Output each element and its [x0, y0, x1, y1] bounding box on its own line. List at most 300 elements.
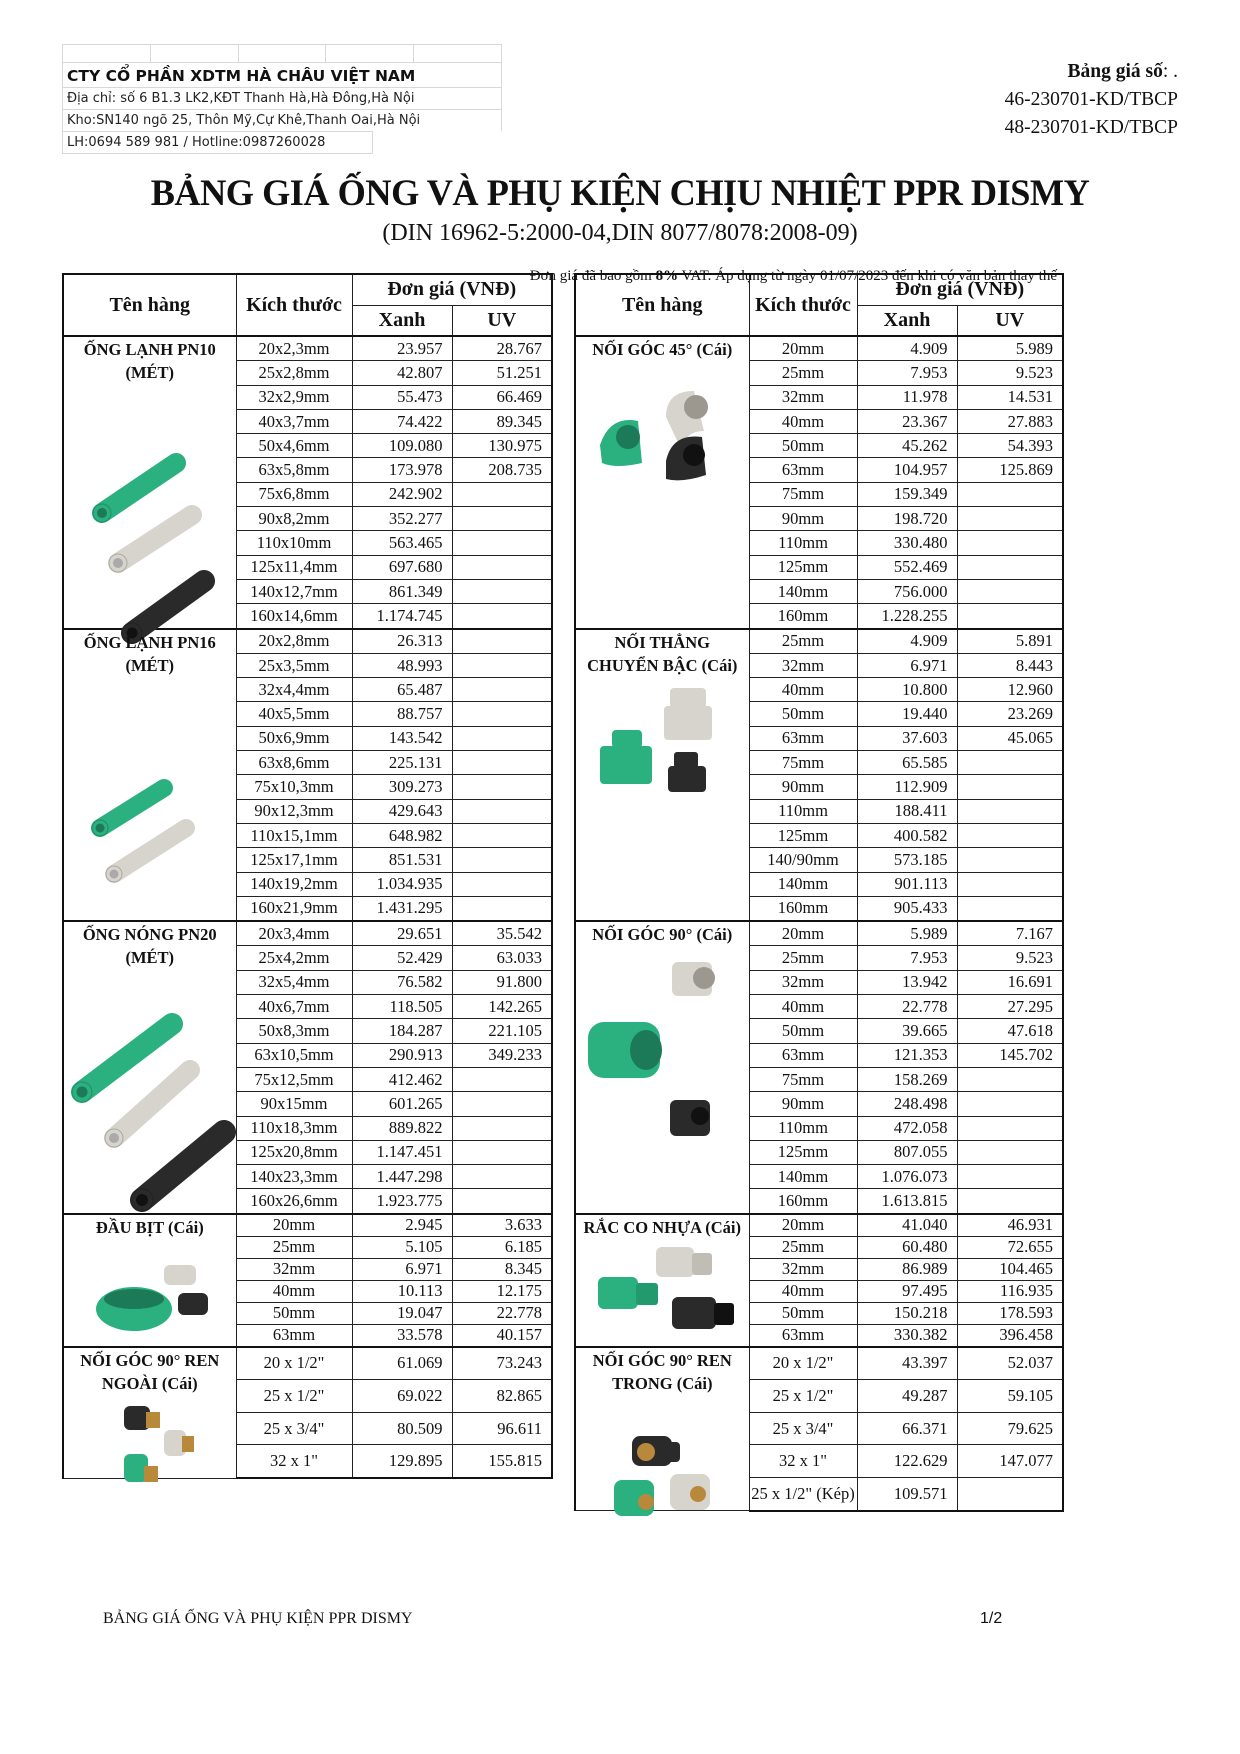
size-cell: 125x20,8mm	[236, 1140, 352, 1164]
size-cell: 63x10,5mm	[236, 1043, 352, 1067]
price-green-cell: 1.034.935	[352, 872, 452, 896]
header-product-name: Tên hàng	[575, 274, 749, 336]
price-green-cell: 1.447.298	[352, 1165, 452, 1189]
price-uv-cell: 16.691	[957, 970, 1063, 994]
company-name: CTY CỔ PHẦN XDTM HÀ CHÂU VIỆT NAM	[62, 62, 502, 87]
size-cell: 25mm	[236, 1236, 352, 1258]
price-uv-cell: 3.633	[452, 1214, 552, 1237]
size-cell: 125mm	[749, 555, 857, 579]
price-uv-cell	[452, 726, 552, 750]
size-cell: 20 x 1/2"	[749, 1347, 857, 1380]
size-cell: 90mm	[749, 1092, 857, 1116]
document-title: BẢNG GIÁ ỐNG VÀ PHỤ KIỆN CHỊU NHIỆT PPR DISMY	[150, 173, 1090, 214]
size-cell: 140x23,3mm	[236, 1165, 352, 1189]
price-green-cell: 41.040	[857, 1214, 957, 1237]
price-uv-cell	[452, 1067, 552, 1091]
size-cell: 40mm	[749, 995, 857, 1019]
price-list-number-1: 46-230701-KD/TBCP	[1004, 89, 1178, 110]
table-row	[575, 1347, 1063, 1380]
size-cell: 75mm	[749, 482, 857, 506]
size-cell: 25x4,2mm	[236, 946, 352, 970]
size-cell: 25mm	[749, 629, 857, 654]
product-group-name: NỐI GÓC 90° (Cái)	[592, 925, 733, 945]
price-uv-cell: 40.157	[452, 1324, 552, 1347]
price-uv-cell: 59.105	[957, 1380, 1063, 1413]
product-group-ong-nong-pn20-met	[63, 921, 236, 1214]
price-green-cell: 412.462	[352, 1067, 452, 1091]
price-green-cell: 61.069	[352, 1347, 452, 1380]
price-uv-cell	[957, 896, 1063, 921]
size-cell: 20x3,4mm	[236, 921, 352, 946]
price-green-cell: 23.957	[352, 336, 452, 361]
price-green-cell: 290.913	[352, 1043, 452, 1067]
header-size: Kích thước	[236, 274, 352, 336]
size-cell: 32 x 1"	[749, 1445, 857, 1478]
document-subtitle: (DIN 16962-5:2000-04,DIN 8077/8078:2008-09)	[382, 220, 858, 246]
size-cell: 40mm	[749, 1280, 857, 1302]
price-uv-cell: 27.883	[957, 409, 1063, 433]
price-uv-cell: 79.625	[957, 1412, 1063, 1445]
price-green-cell: 889.822	[352, 1116, 452, 1140]
size-cell: 20mm	[749, 1214, 857, 1237]
price-green-cell: 563.465	[352, 531, 452, 555]
size-cell: 50x6,9mm	[236, 726, 352, 750]
price-uv-cell	[452, 604, 552, 629]
table-row	[63, 921, 552, 946]
price-green-cell: 88.757	[352, 702, 452, 726]
price-green-cell: 143.542	[352, 726, 452, 750]
price-green-cell: 55.473	[352, 385, 452, 409]
size-cell: 32mm	[236, 1258, 352, 1280]
price-green-cell: 109.080	[352, 434, 452, 458]
size-cell: 63mm	[236, 1324, 352, 1347]
product-group-ong-lanh-pn10-met	[63, 336, 236, 629]
product-group-name: NỐI GÓC 90° REN TRONG (Cái)	[592, 1350, 732, 1393]
size-cell: 160mm	[749, 896, 857, 921]
size-cell: 32x2,9mm	[236, 385, 352, 409]
price-uv-cell: 8.443	[957, 653, 1063, 677]
price-green-cell: 1.613.815	[857, 1189, 957, 1214]
price-green-cell: 4.909	[857, 336, 957, 361]
price-uv-cell: 52.037	[957, 1347, 1063, 1380]
price-green-cell: 37.603	[857, 726, 957, 750]
price-uv-cell: 5.989	[957, 336, 1063, 361]
header-green: Xanh	[857, 305, 957, 336]
price-uv-cell	[957, 579, 1063, 603]
price-uv-cell: 54.393	[957, 434, 1063, 458]
price-uv-cell: 12.175	[452, 1280, 552, 1302]
price-uv-cell	[957, 1116, 1063, 1140]
price-uv-cell: 125.869	[957, 458, 1063, 482]
price-green-cell: 122.629	[857, 1445, 957, 1478]
price-list-number-2: 48-230701-KD/TBCP	[1004, 117, 1178, 138]
header-unit-price: Đơn giá (VNĐ)	[857, 274, 1063, 305]
vat-note-validity: VAT. Áp dụng từ ngày 01/07/2023 đến khi có văn bản thay thế	[678, 268, 1057, 284]
price-green-cell: 7.953	[857, 361, 957, 385]
size-cell: 63mm	[749, 1324, 857, 1347]
size-cell: 160mm	[749, 604, 857, 629]
size-cell: 20mm	[749, 336, 857, 361]
price-uv-cell	[452, 775, 552, 799]
price-uv-cell: 22.778	[452, 1302, 552, 1324]
price-green-cell: 2.945	[352, 1214, 452, 1237]
size-cell: 40x5,5mm	[236, 702, 352, 726]
price-uv-cell	[957, 1165, 1063, 1189]
price-uv-cell: 147.077	[957, 1445, 1063, 1478]
price-uv-cell: 35.542	[452, 921, 552, 946]
price-uv-cell: 145.702	[957, 1043, 1063, 1067]
price-uv-cell: 96.611	[452, 1412, 552, 1445]
size-cell: 110x10mm	[236, 531, 352, 555]
price-green-cell: 552.469	[857, 555, 957, 579]
price-green-cell: 121.353	[857, 1043, 957, 1067]
price-green-cell: 173.978	[352, 458, 452, 482]
price-green-cell: 10.113	[352, 1280, 452, 1302]
size-cell: 140mm	[749, 1165, 857, 1189]
price-green-cell: 472.058	[857, 1116, 957, 1140]
size-cell: 90x8,2mm	[236, 507, 352, 531]
size-cell: 40mm	[749, 409, 857, 433]
size-cell: 90mm	[749, 775, 857, 799]
product-group-noi-goc-90-ren-trong-cai	[575, 1347, 749, 1511]
price-uv-cell	[452, 799, 552, 823]
size-cell: 40mm	[749, 678, 857, 702]
product-group-rac-co-nhua-cai	[575, 1214, 749, 1347]
price-list-number-block	[1005, 58, 1178, 142]
page-number: 1/2	[980, 1610, 1003, 1627]
price-green-cell: 129.895	[352, 1445, 452, 1478]
size-cell: 75x6,8mm	[236, 482, 352, 506]
price-uv-cell	[957, 1189, 1063, 1214]
size-cell: 40mm	[236, 1280, 352, 1302]
price-green-cell: 5.105	[352, 1236, 452, 1258]
product-image-pipes-green-grey-black	[64, 385, 236, 661]
price-green-cell: 1.147.451	[352, 1140, 452, 1164]
price-uv-cell: 46.931	[957, 1214, 1063, 1237]
product-group-dau-bit-cai	[63, 1214, 236, 1347]
product-group-name: ỐNG NÓNG PN20 (MÉT)	[82, 925, 217, 968]
product-group-name: NỐI GÓC 90° REN NGOÀI (Cái)	[80, 1350, 220, 1393]
price-uv-cell: 63.033	[452, 946, 552, 970]
price-green-cell: 352.277	[352, 507, 452, 531]
price-green-cell: 697.680	[352, 555, 452, 579]
price-green-cell: 118.505	[352, 995, 452, 1019]
price-uv-cell: 12.960	[957, 678, 1063, 702]
price-green-cell: 19.440	[857, 702, 957, 726]
price-uv-cell	[452, 896, 552, 921]
size-cell: 25 x 1/2" (Kép)	[749, 1478, 857, 1511]
price-uv-cell: 72.655	[957, 1236, 1063, 1258]
price-uv-cell	[452, 482, 552, 506]
size-cell: 110x18,3mm	[236, 1116, 352, 1140]
price-green-cell: 65.585	[857, 751, 957, 775]
price-green-cell: 188.411	[857, 799, 957, 823]
size-cell: 25 x 1/2"	[749, 1380, 857, 1413]
size-cell: 25x3,5mm	[236, 653, 352, 677]
size-cell: 140mm	[749, 579, 857, 603]
company-contact: LH:0694 589 981 / Hotline:0987260028	[62, 131, 373, 154]
price-uv-cell	[452, 653, 552, 677]
size-cell: 125x17,1mm	[236, 848, 352, 872]
price-uv-cell	[452, 1116, 552, 1140]
price-uv-cell	[452, 1189, 552, 1214]
price-uv-cell: 45.065	[957, 726, 1063, 750]
price-green-cell: 22.778	[857, 995, 957, 1019]
price-green-cell: 861.349	[352, 579, 452, 603]
price-green-cell: 330.382	[857, 1324, 957, 1347]
price-uv-cell	[957, 604, 1063, 629]
price-green-cell: 86.989	[857, 1258, 957, 1280]
product-group-name: ỐNG LẠNH PN10 (MÉT)	[83, 340, 216, 382]
price-uv-cell	[957, 1092, 1063, 1116]
table-row	[575, 629, 1063, 654]
price-uv-cell: 104.465	[957, 1258, 1063, 1280]
price-uv-cell	[957, 775, 1063, 799]
header-size: Kích thước	[749, 274, 857, 336]
price-uv-cell	[452, 702, 552, 726]
size-cell: 25mm	[749, 361, 857, 385]
price-green-cell: 807.055	[857, 1140, 957, 1164]
size-cell: 40x6,7mm	[236, 995, 352, 1019]
price-green-cell: 905.433	[857, 896, 957, 921]
price-green-cell: 901.113	[857, 872, 957, 896]
price-uv-cell	[957, 507, 1063, 531]
price-uv-cell	[452, 751, 552, 775]
table-row	[63, 1347, 552, 1380]
price-green-cell: 330.480	[857, 531, 957, 555]
price-green-cell: 6.971	[857, 653, 957, 677]
price-uv-cell: 396.458	[957, 1324, 1063, 1347]
price-green-cell: 13.942	[857, 970, 957, 994]
size-cell: 75mm	[749, 1067, 857, 1091]
price-green-cell: 104.957	[857, 458, 957, 482]
size-cell: 110mm	[749, 1116, 857, 1140]
size-cell: 75x10,3mm	[236, 775, 352, 799]
price-uv-cell	[957, 751, 1063, 775]
price-green-cell: 1.431.295	[352, 896, 452, 921]
product-group-name: ĐẦU BỊT (Cái)	[95, 1217, 204, 1237]
size-cell: 32 x 1"	[236, 1445, 352, 1478]
table-row	[63, 1214, 552, 1237]
price-uv-cell: 9.523	[957, 946, 1063, 970]
price-green-cell: 112.909	[857, 775, 957, 799]
size-cell: 50x8,3mm	[236, 1019, 352, 1043]
price-green-cell: 1.228.255	[857, 604, 957, 629]
price-uv-cell: 23.269	[957, 702, 1063, 726]
price-green-cell: 60.480	[857, 1236, 957, 1258]
size-cell: 125x11,4mm	[236, 555, 352, 579]
size-cell: 63x8,6mm	[236, 751, 352, 775]
price-uv-cell	[452, 579, 552, 603]
size-cell: 75x12,5mm	[236, 1067, 352, 1091]
product-image-elbow-male-thread	[64, 1394, 236, 1500]
price-list-label: Bảng giá số	[1067, 61, 1163, 82]
header-unit-price: Đơn giá (VNĐ)	[352, 274, 552, 305]
price-uv-cell	[957, 1140, 1063, 1164]
size-cell: 32x5,4mm	[236, 970, 352, 994]
size-cell: 160x14,6mm	[236, 604, 352, 629]
size-cell: 50mm	[749, 1019, 857, 1043]
price-uv-cell	[957, 482, 1063, 506]
spreadsheet-grid-row	[62, 44, 502, 62]
price-green-cell: 573.185	[857, 848, 957, 872]
price-uv-cell: 9.523	[957, 361, 1063, 385]
price-uv-cell: 8.345	[452, 1258, 552, 1280]
price-green-cell: 225.131	[352, 751, 452, 775]
size-cell: 25mm	[749, 1236, 857, 1258]
price-green-cell: 80.509	[352, 1412, 452, 1445]
price-green-cell: 851.531	[352, 848, 452, 872]
size-cell: 140x12,7mm	[236, 579, 352, 603]
size-cell: 25 x 3/4"	[236, 1412, 352, 1445]
size-cell: 32mm	[749, 1258, 857, 1280]
price-green-cell: 150.218	[857, 1302, 957, 1324]
price-green-cell: 5.989	[857, 921, 957, 946]
price-green-cell: 648.982	[352, 823, 452, 847]
product-group-noi-goc-90-cai	[575, 921, 749, 1214]
price-green-cell: 74.422	[352, 409, 452, 433]
size-cell: 160x21,9mm	[236, 896, 352, 921]
price-uv-cell: 142.265	[452, 995, 552, 1019]
product-image-reducer	[576, 678, 749, 814]
price-uv-cell: 7.167	[957, 921, 1063, 946]
price-uv-cell	[452, 555, 552, 579]
size-cell: 63mm	[749, 1043, 857, 1067]
size-cell: 25 x 3/4"	[749, 1412, 857, 1445]
price-uv-cell	[957, 555, 1063, 579]
price-green-cell: 601.265	[352, 1092, 452, 1116]
price-uv-cell	[957, 872, 1063, 896]
header-green: Xanh	[352, 305, 452, 336]
price-uv-cell: 178.593	[957, 1302, 1063, 1324]
size-cell: 90mm	[749, 507, 857, 531]
table-row	[575, 336, 1063, 361]
product-group-ong-lanh-pn16-met	[63, 629, 236, 922]
price-uv-cell: 221.105	[452, 1019, 552, 1043]
price-uv-cell	[957, 1067, 1063, 1091]
header-uv: UV	[452, 305, 552, 336]
size-cell: 32x4,4mm	[236, 678, 352, 702]
size-cell: 140x19,2mm	[236, 872, 352, 896]
price-green-cell: 309.273	[352, 775, 452, 799]
size-cell: 90x15mm	[236, 1092, 352, 1116]
price-green-cell: 1.076.073	[857, 1165, 957, 1189]
vat-rate: 8%	[655, 268, 679, 284]
price-green-cell: 429.643	[352, 799, 452, 823]
price-uv-cell: 66.469	[452, 385, 552, 409]
price-green-cell: 43.397	[857, 1347, 957, 1380]
header-uv: UV	[957, 305, 1063, 336]
price-uv-cell	[452, 678, 552, 702]
price-green-cell: 65.487	[352, 678, 452, 702]
size-cell: 160mm	[749, 1189, 857, 1214]
price-uv-cell	[452, 531, 552, 555]
price-green-cell: 400.582	[857, 823, 957, 847]
price-green-cell: 19.047	[352, 1302, 452, 1324]
price-uv-cell	[957, 823, 1063, 847]
size-cell: 20x2,8mm	[236, 629, 352, 654]
product-group-noi-goc-45-cai	[575, 336, 749, 629]
product-group-name: NỐI THẲNG CHUYỂN BẬC (Cái)	[587, 632, 738, 675]
price-green-cell: 76.582	[352, 970, 452, 994]
size-cell: 20mm	[749, 921, 857, 946]
vat-note-text: Đơn giá đã bao gồm	[529, 268, 656, 284]
price-green-cell: 49.287	[857, 1380, 957, 1413]
product-image-end-caps	[64, 1249, 236, 1355]
table-row	[575, 921, 1063, 946]
price-green-cell: 1.923.775	[352, 1189, 452, 1214]
size-cell: 25mm	[749, 946, 857, 970]
product-image-elbow-45	[576, 377, 749, 513]
company-warehouse: Kho:SN140 ngõ 25, Thôn Mỹ,Cự Khê,Thanh Oai,Hà Nội	[62, 109, 502, 131]
price-green-cell: 97.495	[857, 1280, 957, 1302]
price-green-cell: 48.993	[352, 653, 452, 677]
product-image-elbow-90	[576, 950, 749, 1156]
price-green-cell: 159.349	[857, 482, 957, 506]
size-cell: 125mm	[749, 1140, 857, 1164]
price-uv-cell: 82.865	[452, 1380, 552, 1413]
price-green-cell: 52.429	[352, 946, 452, 970]
price-uv-cell: 5.891	[957, 629, 1063, 654]
price-uv-cell: 208.735	[452, 458, 552, 482]
product-group-noi-thang-chuyen-bac-cai	[575, 629, 749, 922]
price-uv-cell: 91.800	[452, 970, 552, 994]
product-image-elbow-female-thread	[576, 1428, 749, 1534]
table-row	[63, 336, 552, 361]
size-cell: 75mm	[749, 751, 857, 775]
product-group-noi-goc-90-ren-ngoai-cai	[63, 1347, 236, 1478]
size-cell: 20mm	[236, 1214, 352, 1237]
price-green-cell: 158.269	[857, 1067, 957, 1091]
price-green-cell: 45.262	[857, 434, 957, 458]
size-cell: 140/90mm	[749, 848, 857, 872]
footer-title: BẢNG GIÁ ỐNG VÀ PHỤ KIỆN PPR DISMY	[103, 1610, 413, 1627]
size-cell: 32mm	[749, 653, 857, 677]
size-cell: 110mm	[749, 531, 857, 555]
price-uv-cell	[452, 1165, 552, 1189]
size-cell: 110x15,1mm	[236, 823, 352, 847]
price-green-cell: 69.022	[352, 1380, 452, 1413]
price-green-cell: 66.371	[857, 1412, 957, 1445]
size-cell: 25 x 1/2"	[236, 1380, 352, 1413]
size-cell: 125mm	[749, 823, 857, 847]
product-image-pipes-green-grey	[64, 702, 236, 928]
price-green-cell: 23.367	[857, 409, 957, 433]
price-green-cell: 26.313	[352, 629, 452, 654]
product-group-name: NỐI GÓC 45° (Cái)	[592, 340, 733, 359]
price-uv-cell	[452, 823, 552, 847]
price-list-label-suffix: : .	[1162, 61, 1178, 82]
price-green-cell: 756.000	[857, 579, 957, 603]
size-cell: 40x3,7mm	[236, 409, 352, 433]
price-uv-cell	[957, 1478, 1063, 1511]
size-cell: 160x26,6mm	[236, 1189, 352, 1214]
table-row	[575, 1214, 1063, 1237]
product-group-name: RẮC CO NHỰA (Cái)	[583, 1217, 741, 1237]
header-product-name: Tên hàng	[63, 274, 236, 336]
size-cell: 63mm	[749, 458, 857, 482]
company-address: Địa chỉ: số 6 B1.3 LK2,KĐT Thanh Hà,Hà Đông,Hà Nội	[62, 87, 502, 109]
size-cell: 50mm	[749, 434, 857, 458]
price-green-cell: 242.902	[352, 482, 452, 506]
table-row	[63, 629, 552, 654]
company-info-block	[62, 44, 502, 154]
product-image-hot-pipes-green-grey-black	[64, 942, 236, 1218]
size-cell: 32mm	[749, 970, 857, 994]
size-cell: 50mm	[749, 1302, 857, 1324]
price-uv-cell	[957, 531, 1063, 555]
price-green-cell: 4.909	[857, 629, 957, 654]
